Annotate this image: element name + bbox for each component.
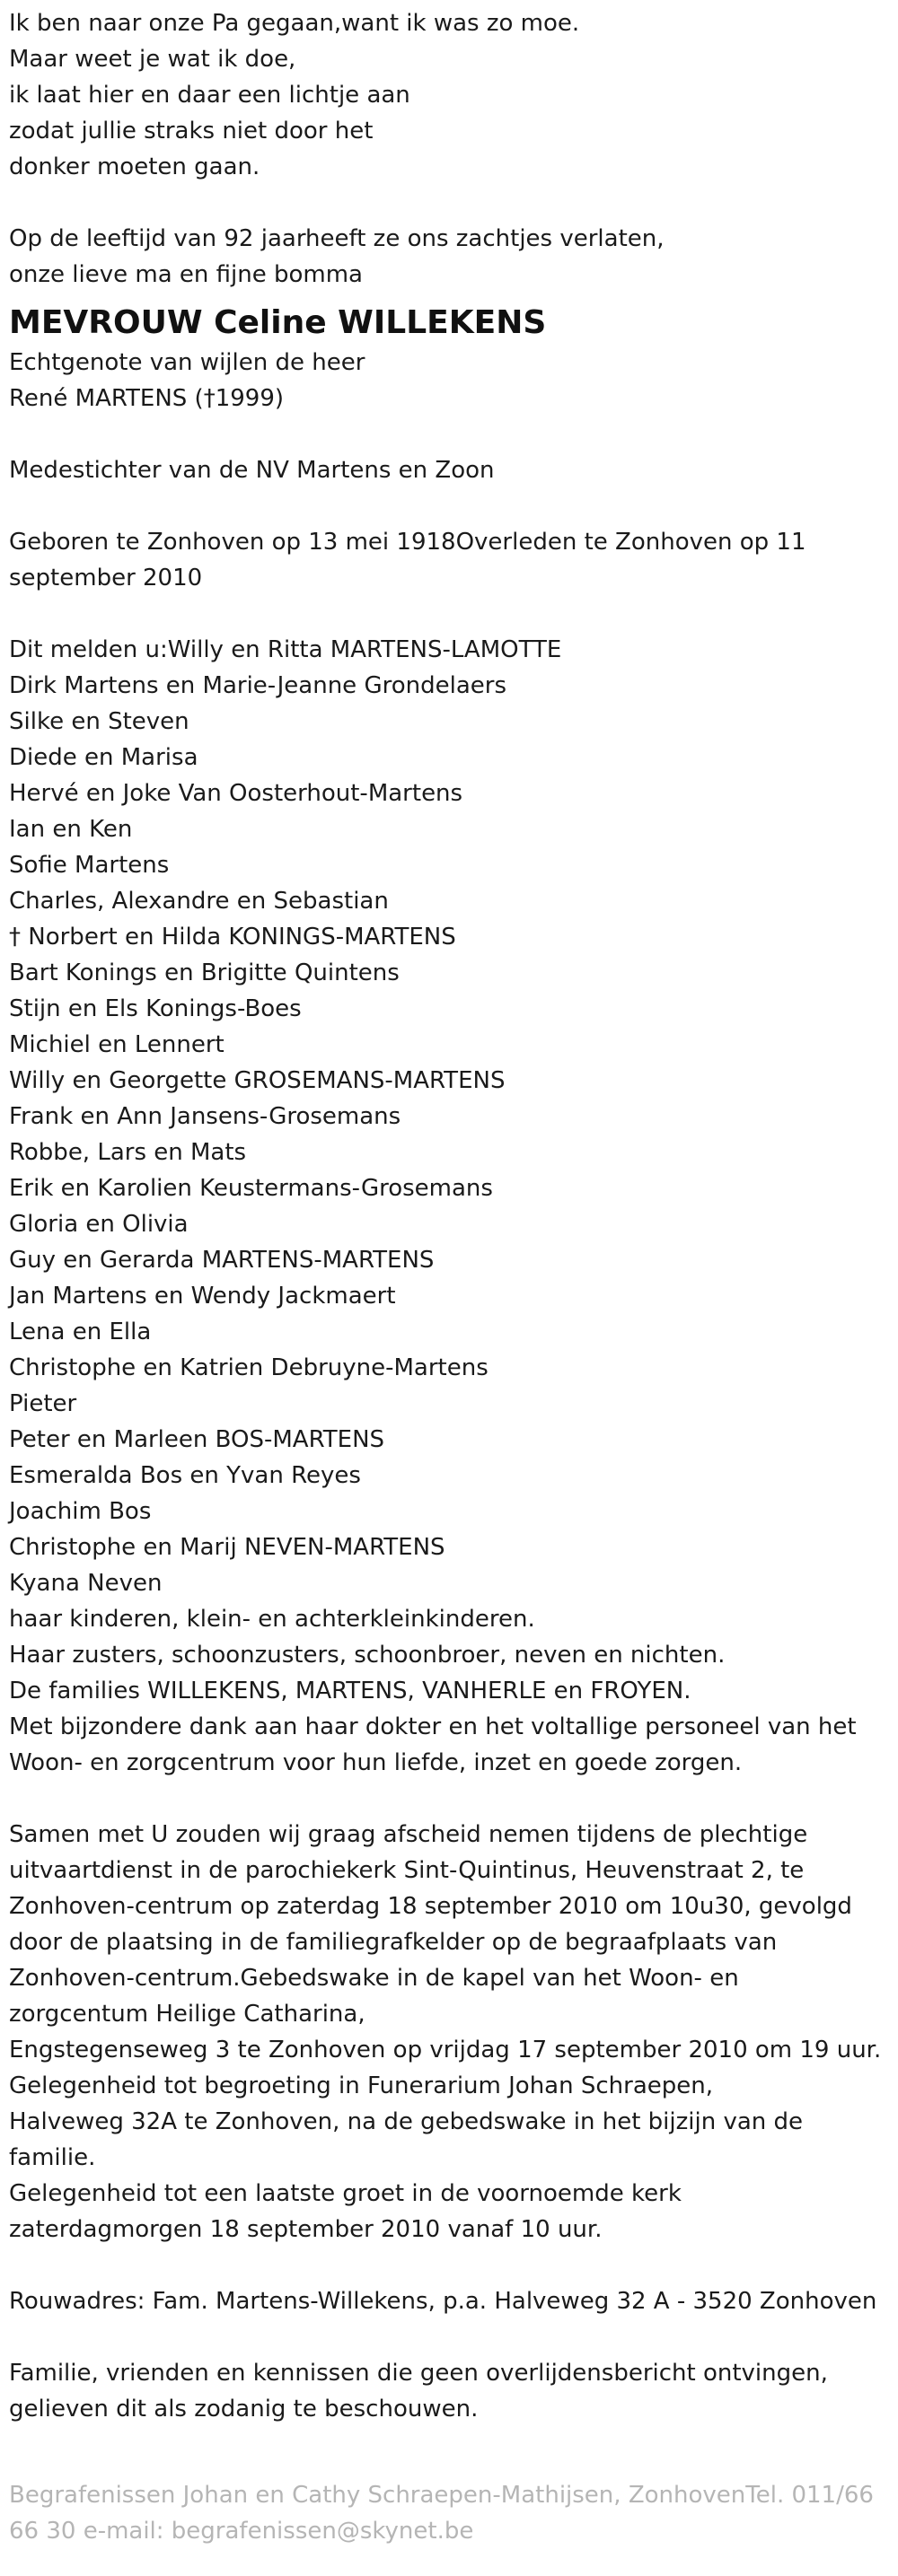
family-line: Peter en Marleen BOS-MARTENS — [9, 1426, 385, 1453]
funeral-line: Halveweg 32A te Zonhoven, na de gebedswake in het bijzijn van de — [9, 2108, 804, 2135]
family-line: Bart Konings en Brigitte Quintens — [9, 959, 400, 986]
spacer — [9, 488, 889, 524]
poem-line: donker moeten gaan. — [9, 153, 260, 180]
family-line: Kyana Neven — [9, 1570, 163, 1597]
family-list — [9, 632, 889, 1781]
family-line: Guy en Gerarda MARTENS-MARTENS — [9, 1247, 435, 1274]
family-line: Sofie Martens — [9, 852, 170, 879]
birth-death-line: Geboren te Zonhoven op 13 mei 1918Overleden te Zonhoven op 11 — [9, 529, 806, 556]
mourning-address: Rouwadres: Fam. Martens-Willekens, p.a. Halveweg 32 A - 3520 Zonhoven — [9, 2288, 877, 2315]
family-line: Lena en Ella — [9, 1319, 152, 1345]
family-line: Diede en Marisa — [9, 744, 198, 771]
notice-line: gelieven dit als zodanig te beschouwen. — [9, 2396, 479, 2423]
birth-death — [9, 524, 889, 596]
funeral-line: Zonhoven-centrum.Gebedswake in de kapel van het Woon- en — [9, 1965, 739, 1992]
poem — [9, 5, 889, 185]
family-line: Robbe, Lars en Mats — [9, 1139, 247, 1166]
footer-line: 66 30 e-mail: begrafenissen@skynet.be — [9, 2518, 474, 2545]
spacer — [9, 416, 889, 452]
funeral-home-footer — [9, 2477, 889, 2549]
spouse-info — [9, 345, 889, 416]
funeral-details — [9, 1817, 889, 2247]
intro — [9, 221, 889, 293]
spacer — [9, 1781, 889, 1817]
family-line: Erik en Karolien Keustermans-Grosemans — [9, 1175, 493, 1202]
spacer — [9, 596, 889, 632]
family-line: Frank en Ann Jansens-Grosemans — [9, 1103, 401, 1130]
funeral-line: Samen met U zouden wij graag afscheid nemen tijdens de plechtige — [9, 1821, 808, 1848]
family-line: Charles, Alexandre en Sebastian — [9, 888, 389, 915]
cofounder-line: Medestichter van de NV Martens en Zoon — [9, 457, 495, 484]
funeral-line: uitvaartdienst in de parochiekerk Sint-Quintinus, Heuvenstraat 2, te — [9, 1857, 805, 1884]
family-line: Christophe en Marij NEVEN-MARTENS — [9, 1534, 445, 1561]
spouse-line: Echtgenote van wijlen de heer — [9, 349, 365, 376]
birth-death-line: september 2010 — [9, 565, 203, 591]
family-line: Dit melden u:Willy en Ritta MARTENS-LAMOTTE — [9, 636, 562, 663]
poem-line: zodat jullie straks niet door het — [9, 118, 374, 145]
intro-line: Op de leeftijd van 92 jaarheeft ze ons zachtjes verlaten, — [9, 225, 665, 252]
family-line: Dirk Martens en Marie-Jeanne Grondelaers — [9, 672, 506, 699]
poem-line: Ik ben naar onze Pa gegaan,want ik was zo moe. — [9, 10, 580, 37]
spouse-line: René MARTENS (†1999) — [9, 385, 285, 412]
notice — [9, 2355, 889, 2427]
family-line: Willy en Georgette GROSEMANS-MARTENS — [9, 1067, 506, 1094]
funeral-line: Zonhoven-centrum op zaterdag 18 september 2010 om 10u30, gevolgd — [9, 1893, 852, 1920]
funeral-line: familie. — [9, 2144, 96, 2171]
family-line: Haar zusters, schoonzusters, schoonbroer, neven en nichten. — [9, 1642, 726, 1669]
spacer — [9, 2247, 889, 2283]
funeral-line: Engstegenseweg 3 te Zonhoven op vrijdag 17 september 2010 om 19 uur. — [9, 2037, 882, 2063]
family-line: Met bijzondere dank aan haar dokter en het voltallige personeel van het — [9, 1713, 857, 1740]
family-line: Joachim Bos — [9, 1498, 152, 1525]
funeral-line: zorgcentum Heilige Catharina, — [9, 2001, 365, 2028]
intro-line: onze lieve ma en fijne bomma — [9, 261, 363, 288]
family-line: Christophe en Katrien Debruyne-Martens — [9, 1354, 489, 1381]
funeral-line: Gelegenheid tot begroeting in Funerarium Johan Schraepen, — [9, 2072, 713, 2099]
spacer — [9, 185, 889, 221]
family-line: Silke en Steven — [9, 708, 189, 735]
spacer — [9, 2319, 889, 2355]
notice-line: Familie, vrienden en kennissen die geen overlijdensbericht ontvingen, — [9, 2360, 828, 2387]
poem-line: Maar weet je wat ik doe, — [9, 46, 296, 73]
deceased-name: MEVROUW Celine WILLEKENS — [9, 304, 547, 341]
family-line: De families WILLEKENS, MARTENS, VANHERLE en FROYEN. — [9, 1678, 691, 1704]
family-line: Stijn en Els Konings-Boes — [9, 995, 302, 1022]
poem-line: ik laat hier en daar een lichtje aan — [9, 82, 410, 109]
family-line: Hervé en Joke Van Oosterhout-Martens — [9, 780, 463, 807]
family-line: Michiel en Lennert — [9, 1031, 224, 1058]
family-line: Woon- en zorgcentrum voor hun liefde, inzet en goede zorgen. — [9, 1749, 743, 1776]
family-line: Pieter — [9, 1390, 77, 1417]
funeral-line: door de plaatsing in de familiegrafkelder op de begraafplaats van — [9, 1929, 778, 1956]
funeral-line: Gelegenheid tot een laatste groet in de voornoemde kerk — [9, 2180, 682, 2207]
family-line: haar kinderen, klein- en achterkleinkinderen. — [9, 1606, 535, 1633]
family-line: † Norbert en Hilda KONINGS-MARTENS — [9, 924, 456, 951]
family-line: Jan Martens en Wendy Jackmaert — [9, 1283, 396, 1310]
family-line: Gloria en Olivia — [9, 1211, 189, 1238]
family-line: Ian en Ken — [9, 816, 133, 843]
family-line: Esmeralda Bos en Yvan Reyes — [9, 1462, 361, 1489]
funeral-line: zaterdagmorgen 18 september 2010 vanaf 10 uur. — [9, 2216, 603, 2243]
footer-line: Begrafenissen Johan en Cathy Schraepen-Mathijsen, ZonhovenTel. 011/66 — [9, 2482, 874, 2509]
